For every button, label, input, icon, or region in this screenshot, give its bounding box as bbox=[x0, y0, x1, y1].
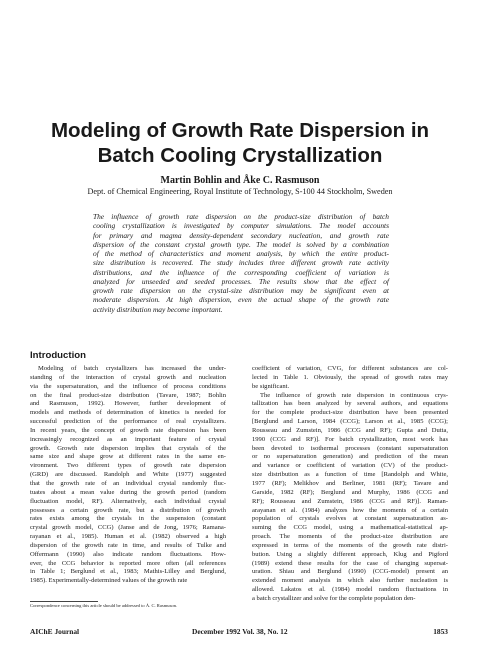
body-text-line: (1989) extend these results for the case of changing supersat- bbox=[252, 559, 448, 567]
body-text-line: rates exists among the crystals in the suspension (constant bbox=[30, 515, 226, 523]
body-text-line: suming the CCG model, using a mathematical-statistical ap- bbox=[252, 524, 448, 532]
body-text-line: [Berglund and Larson, 1984 (CCG); Larson et al., 1985 (CCG); bbox=[252, 418, 448, 426]
body-text-line: successful prediction of the performance of real crystallizers. bbox=[30, 418, 226, 426]
body-text-line: for the complete product-size distribution have been presented bbox=[252, 409, 448, 417]
body-text-line: 1990 (CCG and RF)]. For batch crystallization, most work has bbox=[252, 435, 448, 443]
body-text-line: crystal growth model, CCG) (Janse and de Jong, 1976; Ramana- bbox=[30, 524, 226, 532]
body-text-line: expressed in terms of the moments of the growth rate distri- bbox=[252, 541, 448, 549]
paper-title bbox=[40, 118, 440, 168]
abstract-line: size distribution is recovered. The study includes three different growth rate activity bbox=[93, 258, 389, 268]
body-text-line: tallization has been analyzed by several authors, and equations bbox=[252, 400, 448, 408]
body-text-line: models and methods of determination of kinetics is needed for bbox=[30, 409, 226, 417]
abstract-line: activity distribution may become important. bbox=[93, 304, 223, 314]
body-text-line: in Table 1; Berglund et al., 1983; Mathis-Lilley and Berglund, bbox=[30, 568, 226, 576]
body-text-line: increasingly recognized as an important feature of crystal bbox=[30, 435, 226, 443]
body-text-line: tuates about a mean value during the growth period (random bbox=[30, 488, 226, 496]
footer-journal-name: AIChE Journal bbox=[30, 627, 80, 636]
section-heading-introduction: Introduction bbox=[30, 350, 86, 361]
right-column-text bbox=[252, 365, 448, 604]
body-text-line: via the supersaturation, and the influence of process conditions bbox=[30, 382, 226, 390]
abstract bbox=[93, 212, 389, 314]
body-text-line: proach. The moments of the product-size distribution are bbox=[252, 533, 448, 541]
abstract-line: distributions, and the influence of the corresponding coefficient of variation is bbox=[93, 267, 389, 277]
body-text-line: uration. Shiau and Berglund (1990) (CCG-model) present an bbox=[252, 568, 448, 576]
abstract-line: cooling crystallization is investigated by computer simulations. The model accounts bbox=[93, 221, 389, 231]
paper-affiliation: Dept. of Chemical Engineering, Royal Institute of Technology, S-100 44 Stockholm, Sweden bbox=[87, 187, 393, 196]
body-text-line: 1977 (RF); Melikhov and Berliner, 1981 (RF); Tavare and bbox=[252, 479, 448, 487]
body-text-line: possesses a certain growth rate, but a distribution of growth bbox=[30, 506, 226, 514]
paper-title-line-2: Batch Cooling Crystallization bbox=[97, 144, 383, 167]
abstract-line: of the method of characteristics and moment analysis, by which the entire product- bbox=[93, 249, 389, 258]
body-text-line: a batch crystallizer and solve for the complete population den- bbox=[252, 594, 416, 602]
body-text-line: same size and shape grow at different rates in the same en- bbox=[30, 453, 226, 461]
abstract-line: for primary and magma density-dependent secondary nucleation, and growth rate bbox=[93, 230, 389, 240]
body-text-line: arayanan et al. (1984) analyzes how the moments of a certain bbox=[252, 506, 448, 514]
body-text-line: ever, the CCG behavior is reported more often (all references bbox=[30, 559, 226, 567]
body-text-line: 1985). Experimentally-determined values of the growth rate bbox=[30, 577, 188, 585]
body-text-line: and variance or coefficient of variation (CV) of the product- bbox=[252, 462, 448, 470]
footer-page-number: 1853 bbox=[433, 627, 448, 636]
abstract-line: growth rate dispersion on the crystal-size distribution may be significant even at bbox=[93, 286, 389, 295]
body-text-line: The influence of growth rate dispersion in continuous crys- bbox=[260, 391, 448, 399]
paper-title-line-1: Modeling of Growth Rate Dispersion in bbox=[50, 119, 430, 142]
abstract-line: dispersion of the constant crystal growth type. The model is solved by a combination bbox=[93, 239, 389, 249]
body-text-line: that the growth rate of an individual crystal randomly fluc- bbox=[30, 479, 226, 487]
footnote-rule bbox=[30, 601, 98, 602]
body-text-line: Modeling of batch crystallizers has increased the under- bbox=[38, 365, 226, 372]
body-text-line: rayanan et al., 1985). Human et al. (1982) observed a high bbox=[30, 533, 226, 541]
abstract-line: moderate dispersion. At high dispersion, even the actual shape of the growth rate bbox=[93, 295, 389, 305]
body-text-line: vironment. Two different types of growth rate dispersion bbox=[30, 462, 226, 470]
body-text-line: dispersion of the growth rate in time, and results of Tulke and bbox=[30, 541, 226, 549]
body-text-line: size distribution as a function of time [Randolph and White, bbox=[252, 471, 448, 479]
body-text-line: on the final product-size distribution (Tavare, 1987; Bohlin bbox=[30, 391, 226, 399]
abstract-line: The influence of growth rate dispersion on the product-size distribution of batch bbox=[93, 212, 389, 221]
body-text-line: In recent years, the concept of growth rate dispersion has been bbox=[30, 426, 226, 434]
body-text-line: or no supersaturation generation) and prediction of the mean bbox=[252, 453, 448, 461]
body-text-line: bution. Using a slightly different approach, Klug and Pigford bbox=[252, 550, 448, 558]
body-text-line: allowed. Lakatos et al. (1984) model random fluctuations in bbox=[252, 586, 448, 594]
body-text-line: (GRD) are discussed. Randolph and White (1977) suggested bbox=[30, 471, 226, 479]
body-text-line: standing of the interaction of crystal growth and nucleation bbox=[30, 373, 226, 381]
body-text-line: coefficient of variation, CVG, for different substances are col- bbox=[252, 365, 448, 372]
body-text-line: population of crystals evolves at constant supersaturation as- bbox=[252, 515, 448, 523]
body-text-line: Rousseau and Zumstein, 1986 (CCG and RF); Gupta and Dutta, bbox=[252, 426, 448, 434]
body-text-line: extended moment analysis in which also further nucleation is bbox=[252, 577, 448, 585]
body-text-line: lected in Table 1. Obviously, the spread of growth rates may bbox=[252, 373, 448, 381]
body-text-line: and Rasmuson, 1992). However, further development of bbox=[30, 400, 226, 408]
body-text-line: Offermann (1990) also indicate random fluctuations. How- bbox=[30, 550, 226, 558]
footer-issue-info: December 1992 Vol. 38, No. 12 bbox=[192, 627, 288, 636]
footnote: Correspondence concerning this article should be addressed to Å. C. Rasmuson. bbox=[30, 603, 178, 608]
paper-authors: Martin Bohlin and Åke C. Rasmuson bbox=[160, 175, 320, 186]
body-text-line: growth. Growth rate dispersion implies that crystals of the bbox=[30, 444, 226, 452]
body-text-line: RF); Rousseau and Zumstein, 1986 (CCG and RF)]. Raman- bbox=[252, 497, 448, 505]
body-text-line: fluctuation model, RF). Alternatively, each individual crystal bbox=[30, 497, 226, 505]
body-text-line: Garside, 1982 (RF); Berglund and Murphy, 1986 (CCG and bbox=[252, 488, 448, 496]
body-text-line: been devoted to isothermal processes (constant supersaturation bbox=[252, 444, 448, 452]
left-column-text bbox=[30, 365, 226, 586]
body-text-line: be significant. bbox=[252, 382, 290, 390]
abstract-line: analyzed for unseeded and seeded processes. The results show that the effect of bbox=[93, 276, 389, 286]
